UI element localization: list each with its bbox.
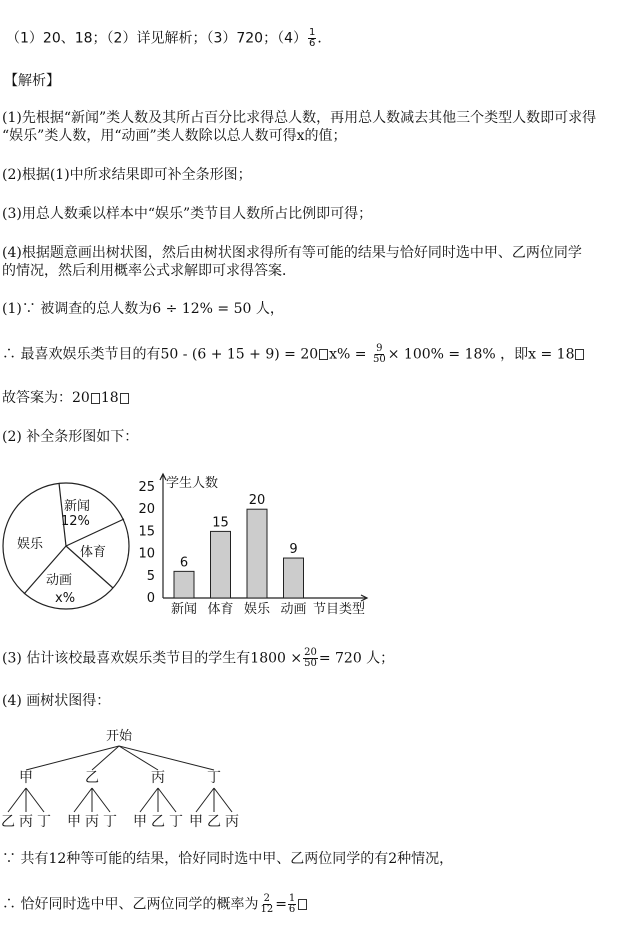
- bar-chart-categories: [171, 601, 307, 617]
- bar-chart: [135, 462, 375, 622]
- tree-root: 开始: [105, 729, 133, 744]
- tree-leaf: 丙: [225, 814, 239, 830]
- tree-edge: [8, 788, 26, 812]
- tree-leaf: 乙: [1, 814, 15, 830]
- tree-edge: [158, 788, 176, 812]
- pie-label-entertainment: 娱乐: [17, 537, 44, 552]
- placeholder-box: [319, 349, 328, 360]
- tree-edge: [214, 788, 232, 812]
- y-tick-label: 10: [138, 546, 155, 562]
- method-1-line-2: “娱乐”类人数，用“动画”类人数除以总人数可得x的值；: [2, 128, 347, 144]
- tree-node: 乙: [85, 770, 99, 786]
- placeholder-box: [91, 393, 100, 404]
- tree-leaf: 丁: [169, 814, 183, 830]
- pie-label-animation-pct: x%: [55, 591, 76, 606]
- bar-data-label: 9: [289, 542, 298, 558]
- tree-edge: [119, 746, 214, 770]
- bar: [174, 571, 194, 598]
- fraction-9-50: $\frac{9}{50}$: [373, 343, 386, 365]
- solution-1-line-1: (1)∵ 被调查的总人数为6 ÷ 12% = 50 人，: [2, 301, 284, 317]
- y-tick-label: 25: [138, 480, 155, 495]
- tree-leaf: 丙: [19, 814, 33, 830]
- method-2: (2)根据(1)中所求结果即可补全条形图；: [2, 167, 252, 183]
- tree-node: 丁: [207, 770, 221, 786]
- pie-label-news: 新闻: [64, 499, 91, 514]
- x-category-label: 体育: [207, 602, 234, 617]
- placeholder-box: [120, 393, 129, 404]
- fraction-1-6: $\frac{1}{6}$: [288, 893, 296, 915]
- bar-chart-y-ticks: [138, 480, 155, 606]
- pie-label-animation: 动画: [46, 573, 73, 588]
- tree-leaves: [1, 814, 239, 830]
- bar: [211, 531, 231, 598]
- tree-leaf: 甲: [189, 814, 203, 830]
- x-category-label: 新闻: [170, 602, 198, 617]
- conclusion-2: ∴ 恰好同时选中甲、乙两位同学的概率为 $\frac{2}{12}$ = $\frac{1}{6}$: [2, 894, 308, 915]
- method-1-line-1: (1)先根据“新闻”类人数及其所占百分比求得总人数，再用总人数减去其他三个类型人数即可求得: [2, 110, 597, 126]
- tree-leaf: 丁: [37, 814, 51, 830]
- fraction-20-50: $\frac{20}{50}$: [304, 647, 317, 669]
- tree-node: 甲: [19, 770, 33, 786]
- tree-edge: [140, 788, 158, 812]
- tree-leaf: 丁: [103, 814, 117, 830]
- placeholder-box: [575, 349, 584, 360]
- tree-diagram: [0, 722, 270, 834]
- answer-fraction: $\frac{1}{6}$: [308, 27, 316, 49]
- bar-data-label: 20: [248, 493, 266, 509]
- y-tick-label: 15: [138, 524, 155, 540]
- fraction-2-12: $\frac{2}{12}$: [260, 893, 274, 915]
- tree-edge: [92, 788, 110, 812]
- tree-edge: [74, 788, 92, 812]
- tree-leaf: 甲: [133, 814, 147, 830]
- x-category-label: 动画: [280, 602, 307, 617]
- tree-edges: [8, 746, 232, 812]
- solution-1-final: 故答案为：20 18: [2, 389, 130, 407]
- x-category-label: 娱乐: [243, 602, 271, 617]
- tree-leaf: 甲: [67, 814, 81, 830]
- bar-chart-ylabel: 学生人数: [166, 476, 219, 491]
- answer-text: （1）20、18；（2）详见解析；（3）720；（4）: [6, 30, 307, 47]
- solution-4-heading: (4) 画树状图得：: [2, 693, 111, 709]
- tree-node: 丙: [151, 770, 165, 786]
- y-tick-label: 5: [146, 568, 155, 584]
- solution-1-line-2: ∴ 最喜欢娱乐类节目的有50 - (6 + 15 + 9) = 20 x% = $\frac{9}{50}$ × 100% = 18% ，即x = 18: [2, 344, 585, 365]
- bar-chart-data-labels: [180, 493, 298, 570]
- solution-2-heading: (2) 补全条形图如下：: [2, 429, 139, 445]
- pie-label-news-pct: 12%: [61, 514, 90, 529]
- y-tick-label: 20: [138, 502, 155, 518]
- bar-chart-bars: [174, 509, 304, 598]
- y-tick-label: 0: [146, 591, 155, 606]
- tree-edge: [26, 788, 44, 812]
- bar-data-label: 6: [179, 555, 189, 571]
- bar: [247, 509, 267, 598]
- bar: [284, 558, 304, 598]
- method-4-line-1: (4)根据题意画出树状图，然后由树状图求得所有等可能的结果与恰好同时选中甲、乙两位同学: [2, 245, 582, 261]
- bar-data-label: 15: [212, 515, 229, 531]
- tree-edge: [196, 788, 214, 812]
- solution-3: (3) 估计该校最喜欢娱乐类节目的学生有1800 × $\frac{20}{50}$ = 720 人；: [2, 647, 395, 669]
- method-4-line-2: 的情况，然后利用概率公式求解即可求得答案．: [2, 263, 296, 279]
- tree-edge: [119, 746, 158, 770]
- tree-leaf: 乙: [151, 814, 165, 830]
- tree-level-1: [19, 770, 221, 786]
- pie-chart: [0, 480, 132, 612]
- analysis-heading: 【解析】: [4, 73, 60, 89]
- pie-label-sports: 体育: [80, 545, 107, 560]
- tree-leaf: 乙: [207, 814, 221, 830]
- answer-line: （1）20、18；（2）详见解析；（3）720；（4） $\frac{1}{6}$ ．: [6, 27, 332, 49]
- method-3: (3)用总人数乘以样本中“娱乐”类节目人数所占比例即可得；: [2, 206, 373, 222]
- conclusion-1: ∵ 共有12种等可能的结果，恰好同时选中甲、乙两位同学的有2种情况，: [2, 851, 454, 867]
- placeholder-box: [298, 899, 307, 910]
- tree-leaf: 丙: [85, 814, 99, 830]
- bar-chart-xlabel: 节目类型: [313, 602, 366, 617]
